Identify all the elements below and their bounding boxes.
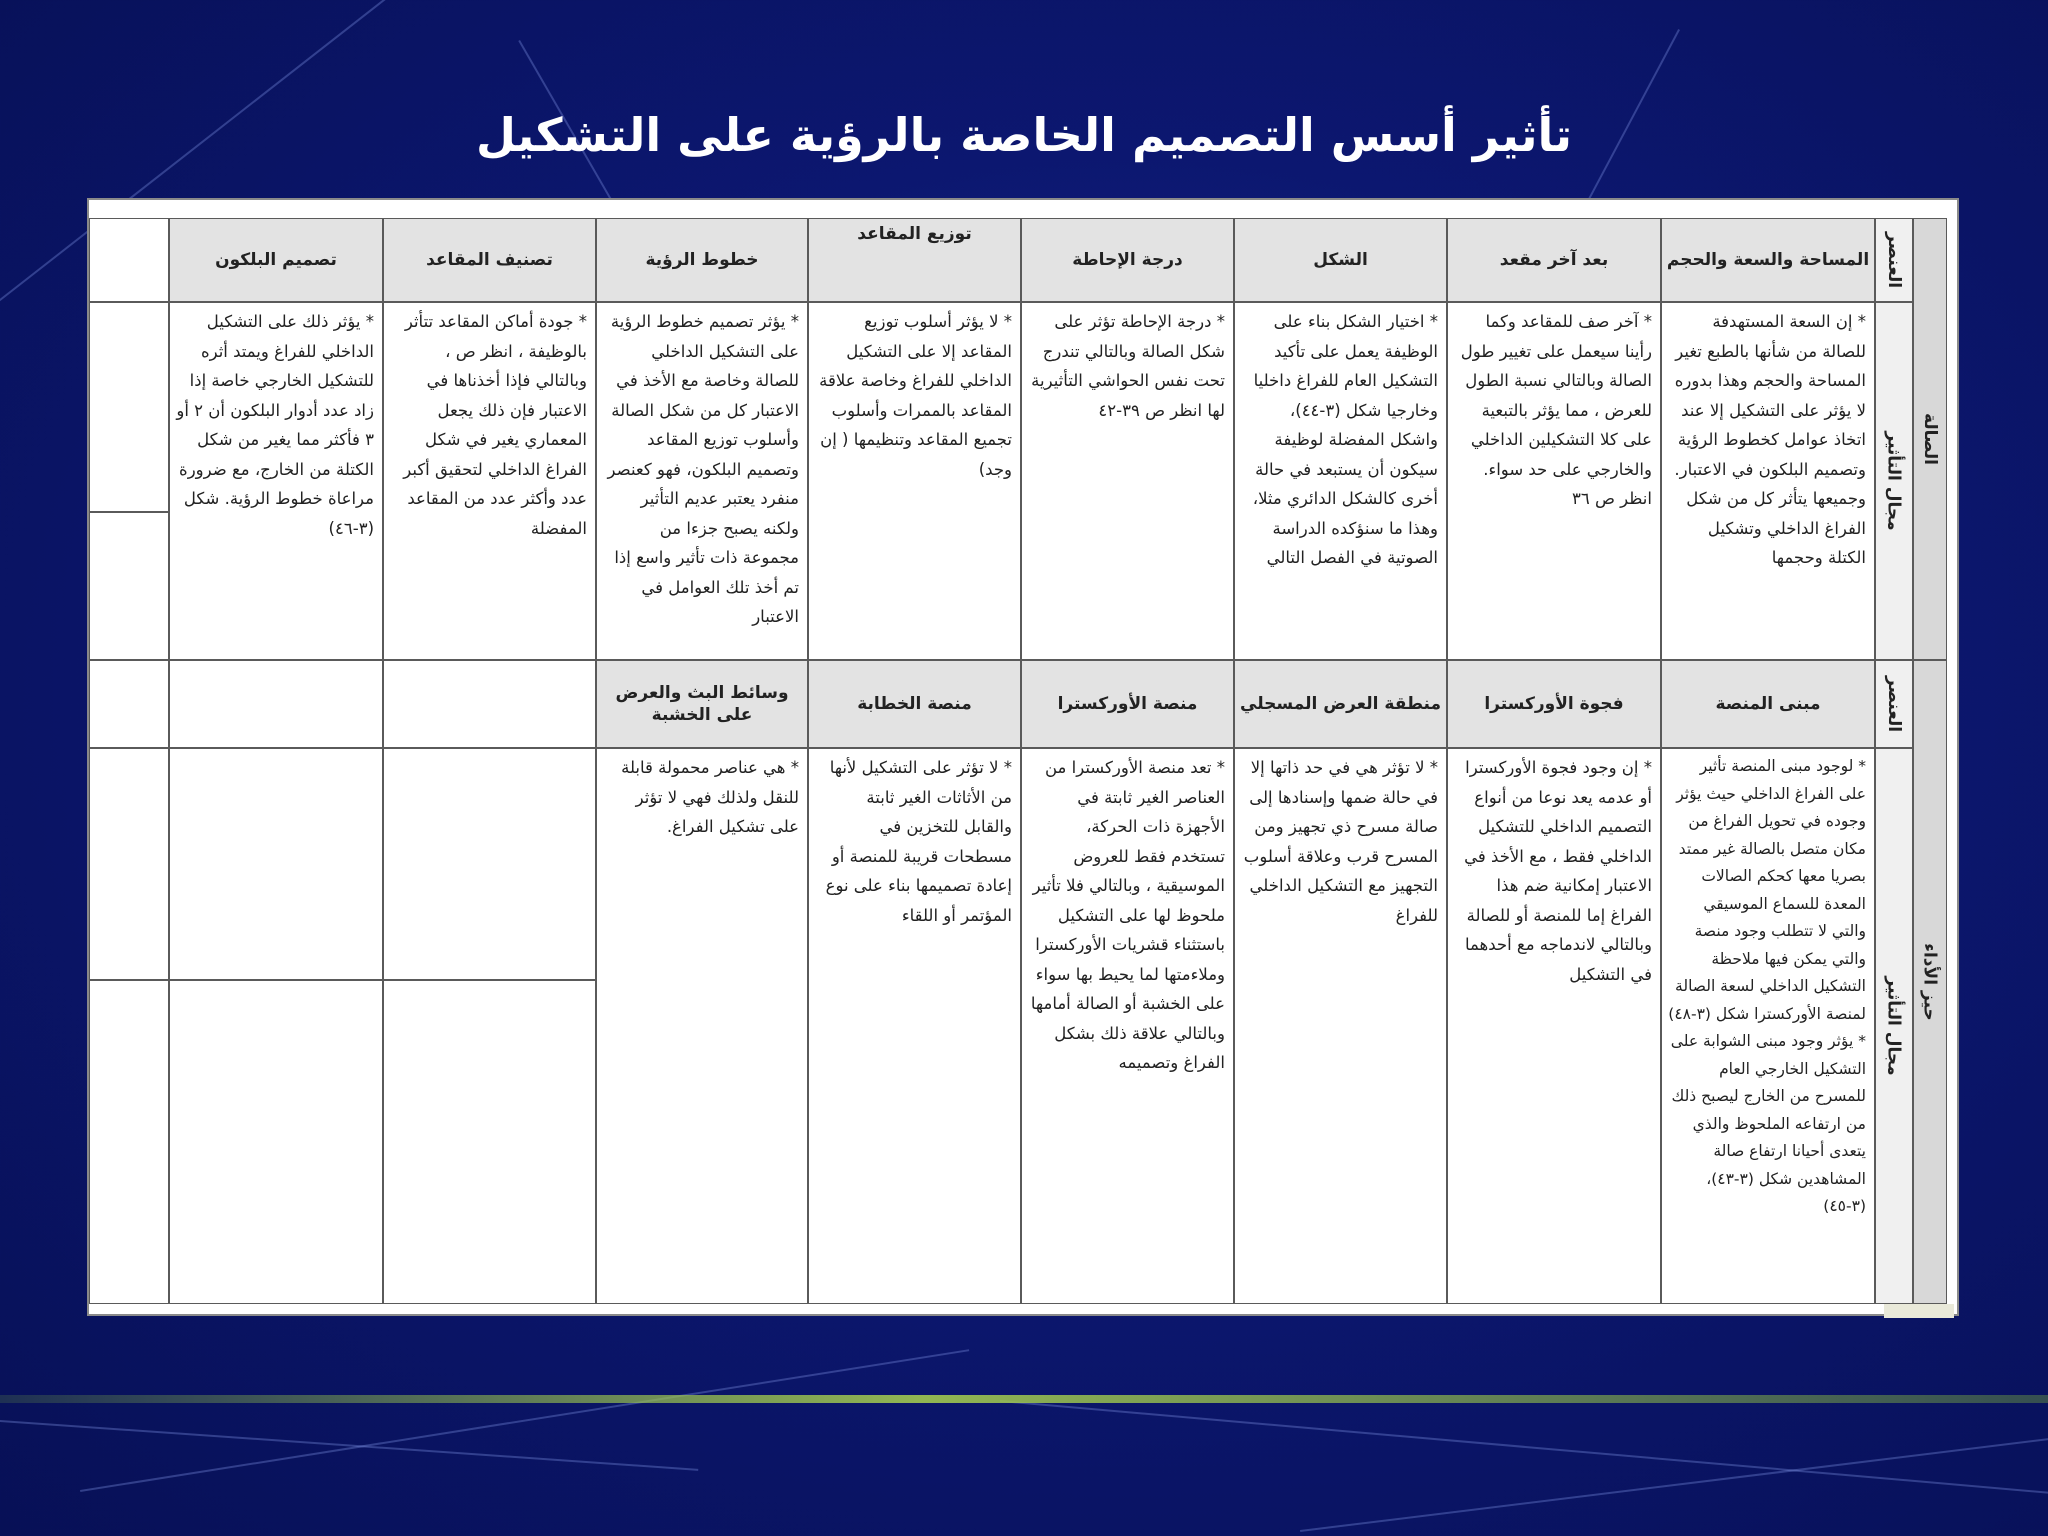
empty-header-cell	[169, 660, 383, 748]
bottom-accent-band	[0, 1395, 2048, 1403]
cell-seat-distribution: * لا يؤثر أسلوب توزيع المقاعد إلا على التشكيل الداخلي للفراغ وخاصة علاقة المقاعد بالممرات وأسلوب تجميع المقاعد وتنظيمها ( إن وجد)	[808, 302, 1021, 660]
margin-cell	[89, 218, 169, 302]
header-balcony-design: تصميم البلكون	[169, 218, 383, 302]
margin-cell	[89, 980, 169, 1304]
row-label-influence-1: مجال التأثير	[1875, 302, 1913, 660]
header-orchestra-pit: فجوة الأوركسترا	[1447, 660, 1661, 748]
header-stage-building: مبنى المنصة	[1661, 660, 1875, 748]
empty-header-cell	[383, 660, 596, 748]
comparison-table	[87, 198, 1959, 1316]
margin-cell	[89, 302, 169, 512]
cell-orchestra-platform: * تعد منصة الأوركسترا من العناصر الغير ثابتة في الأجهزة ذات الحركة، تستخدم فقط للعروض الموسيقية ، وبالتالي فلا تأثير ملحوظ لها على التشكيل باستثناء قشريات الأوركسترا وملاءمتها لما يحيط بها سواء على الخشبة أو الصالة أمامها وبالتالي علاقة ذلك بشكل الفراغ وتصميمه	[1021, 748, 1234, 1304]
empty-body-cell	[383, 748, 596, 980]
header-broadcast-media: وسائط البث والعرض على الخشبة	[596, 660, 808, 748]
cell-enclosure-degree: * درجة الإحاطة تؤثر على شكل الصالة وبالتالي تندرج تحت نفس الحواشي التأثيرية لها انظر ص ٣٩-٤٢	[1021, 302, 1234, 660]
cell-last-seat-distance: * آخر صف للمقاعد وكما رأينا سيعمل على تغيير طول الصالة وبالتالي نسبة الطول للعرض ، مما يؤثر بالتبعية على كلا التشكيلين الداخلي والخارجي على حد سواء. انظر ص ٣٦	[1447, 302, 1661, 660]
margin-cell	[89, 660, 169, 748]
margin-cell	[89, 748, 169, 980]
header-speech-podium: منصة الخطابة	[808, 660, 1021, 748]
row-label-influence-2: مجال التأثير	[1875, 748, 1913, 1304]
header-enclosure-degree: درجة الإحاطة	[1021, 218, 1234, 302]
cell-broadcast-media: * هي عناصر محمولة قابلة للنقل ولذلك فهي لا تؤثر على تشكيل الفراغ.	[596, 748, 808, 1304]
header-last-seat-distance: بعد آخر مقعد	[1447, 218, 1661, 302]
header-sight-lines: خطوط الرؤية	[596, 218, 808, 302]
empty-body-cell	[383, 980, 596, 1304]
cell-speech-podium: * لا تؤثر على التشكيل لأنها من الأثاثات الغير ثابتة والقابل للتخزين في مسطحات قريبة للمنصة أو إعادة تصميمها بناء على نوع المؤتمر أو اللقاء	[808, 748, 1021, 1304]
row-label-performance-zone: حيز الأداء	[1913, 660, 1947, 1304]
margin-cell	[89, 512, 169, 660]
cell-stage-building: * لوجود مبنى المنصة تأثير على الفراغ الداخلي حيث يؤثر وجوده في تحويل الفراغ من مكان متصل بالصالة غير ممتد بصريا معها كحكم الصالات المعدة للسماع الموسيقي والتي لا تتطلب وجود منصة والتي يمكن فيها ملاحظة التشكيل الداخلي لسعة الصالة لمنصة الأوركسترا شكل (٣-٤٨) * يؤثر وجود مبنى الشوابة على التشكيل الخارجي العام للمسرح من الخارج ليصبح ذلك من ارتفاعه الملحوظ والذي يتعدى أحيانا ارتفاع صالة المشاهدين شكل (٣-٤٣)، (٣-٤٥)	[1661, 748, 1875, 1304]
slide-title: تأثير أسس التصميم الخاصة بالرؤية على التشكيل	[475, 108, 1573, 162]
empty-body-cell	[169, 980, 383, 1304]
header-seat-distribution: توزيع المقاعد	[808, 218, 1021, 302]
cell-recording-area: * لا تؤثر هي في حد ذاتها إلا في حالة ضمها وإسنادها إلى صالة مسرح ذي تجهيز ومن المسرح قرب وعلاقة أسلوب التجهيز مع التشكيل الداخلي للفراغ	[1234, 748, 1447, 1304]
sheet-corner-tab	[1884, 1304, 1954, 1318]
row-label-element-2: العنصر	[1875, 660, 1913, 748]
cell-area-capacity: * إن السعة المستهدفة للصالة من شأنها بالطبع تغير المساحة والحجم وهذا بدوره لا يؤثر على التشكيل إلا عند اتخاذ عوامل كخطوط الرؤية وتصميم البلكون في الاعتبار. وجميعها يتأثر كل من شكل الفراغ الداخلي وتشكيل الكتلة وحجمها	[1661, 302, 1875, 660]
cell-shape: * اختيار الشكل بناء على الوظيفة يعمل على تأكيد التشكيل العام للفراغ داخليا وخارجيا شكل (٣-٤٤)، واشكل المفضلة لوظيفة سيكون أن يستبعد في حالة أخرى كالشكل الدائري مثلا، وهذا ما سنؤكده الدراسة الصوتية في الفصل التالي	[1234, 302, 1447, 660]
header-orchestra-platform: منصة الأوركسترا	[1021, 660, 1234, 748]
row-label-hall: الصالة	[1913, 218, 1947, 660]
header-recording-area: منطقة العرض المسجلي	[1234, 660, 1447, 748]
empty-body-cell	[169, 748, 383, 980]
row-label-element-1: العنصر	[1875, 218, 1913, 302]
header-shape: الشكل	[1234, 218, 1447, 302]
header-area-capacity: المساحة والسعة والحجم	[1661, 218, 1875, 302]
header-seat-classification: تصنيف المقاعد	[383, 218, 596, 302]
cell-sight-lines: * يؤثر تصميم خطوط الرؤية على التشكيل الداخلي للصالة وخاصة مع الأخذ في الاعتبار كل من شكل الصالة وأسلوب توزيع المقاعد وتصميم البلكون، فهو كعنصر منفرد يعتبر عديم التأثير ولكنه يصبح جزءا من مجموعة ذات تأثير واسع إذا تم أخذ تلك العوامل في الاعتبار	[596, 302, 808, 660]
cell-balcony-design: * يؤثر ذلك على التشكيل الداخلي للفراغ ويمتد أثره للتشكيل الخارجي خاصة إذا زاد عدد أدوار البلكون أن ٢ أو ٣ فأكثر مما يغير من شكل الكتلة من الخارج، مع ضرورة مراعاة خطوط الرؤية. شكل (٣-٤٦)	[169, 302, 383, 660]
cell-orchestra-pit: * إن وجود فجوة الأوركسترا أو عدمه يعد نوعا من أنواع التصميم الداخلي للتشكيل الداخلي فقط ، مع الأخذ في الاعتبار إمكانية ضم هذا الفراغ إما للمنصة أو للصالة وبالتالي لاندماجه مع أحدهما في التشكيل	[1447, 748, 1661, 1304]
cell-seat-classification: * جودة أماكن المقاعد تتأثر بالوظيفة ، انظر ص ، وبالتالي فإذا أخذناها في الاعتبار فإن ذلك يجعل المعماري يغير في شكل الفراغ الداخلي لتحقيق أكبر عدد وأكثر عدد من المقاعد المفضلة	[383, 302, 596, 660]
